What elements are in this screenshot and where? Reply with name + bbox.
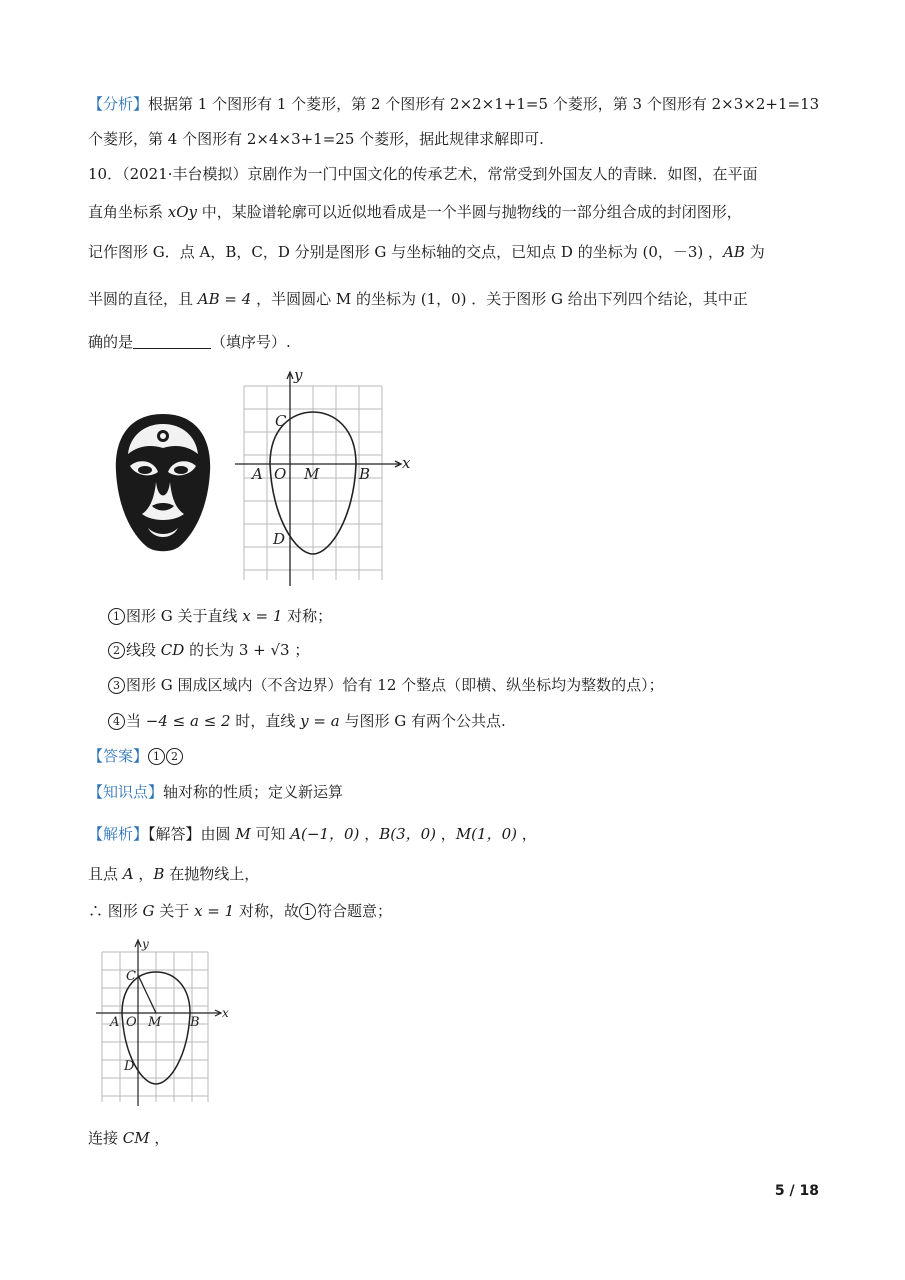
coordinate-figure-2 [92,938,240,1108]
question-line-1: 10．（2021·丰台模拟）京剧作为一门中国文化的传承艺术，常常受到外国友人的青睐．如图，在平面 [88,165,758,183]
analysis-line-1: 【分析】根据第 1 个图形有 1 个菱形，第 2 个图形有 2×2×1+1=5 个菱形，第 3 个图形有 2×3×2+1=13 [88,95,820,113]
fig1-label-O: O [274,465,287,483]
fig1-label-M: M [304,465,320,483]
fig2-label-M: M [148,1015,162,1030]
solution-tag: 【解析】 [88,825,149,843]
fig2-label-x: x [222,1006,229,1020]
question-line-3: 记作图形 G．点 A，B，C，D 分别是图形 G 与坐标轴的交点，已知点 D 的坐标为 (0，－3) ，AB 为 [88,243,765,261]
fig1-label-A: A [252,465,263,483]
question-line-5: 确的是 （填序号）. [88,333,291,351]
fig1-label-x: x [402,454,411,472]
solution-line-3: ∴ 图形 G 关于 x = 1 对称，故 1 符合题意； [88,902,392,920]
fig2-label-C: C [126,969,136,984]
fig1-label-y: y [294,368,303,384]
fig2-label-B: B [190,1015,200,1030]
option-1: 1 图形 G 关于直线 x = 1 对称； [108,604,848,628]
question-line-4: 半圆的直径，且 AB = 4 ，半圆圆心 M 的坐标为 (1，0) ．关于图形 G 给出下列四个结论，其中正 [88,290,748,308]
analysis-tag: 【分析】 [88,95,149,113]
question-line-2: 直角坐标系 xOy 中，某脸谱轮廓可以近似地看成是一个半圆与抛物线的一部分组合成的封闭图形， [88,203,742,221]
knowledge-line: 【知识点】轴对称的性质；定义新运算 [88,783,344,801]
analysis-line-2: 个菱形，第 4 个图形有 2×4×3+1=25 个菱形，据此规律求解即可. [88,130,544,148]
option-4: 4 当 −4 ≤ a ≤ 2 时，直线 y = a 与图形 G 有两个公共点. [108,709,848,733]
fig2-label-O: O [126,1015,137,1030]
answer-line: 【答案】 1 2 [88,744,828,768]
option-2: 2 线段 CD 的长为 3 + √3 ； [108,638,848,662]
fig2-label-D: D [124,1059,135,1074]
fig1-label-B: B [359,465,371,483]
solution-line-4: 连接 CM ， [88,1129,170,1147]
coordinate-figure [230,368,420,590]
answer-tag: 【答案】 [88,747,149,765]
solution-line-1: 【解析】【解答】由圆 M 可知 A(−1，0) ，B(3，0) ，M(1，0) ， [88,825,537,843]
fig2-label-A: A [110,1015,120,1030]
knowledge-tag: 【知识点】 [88,783,164,801]
answer-blank [133,332,211,349]
page-number: 5 / 18 [774,1183,819,1199]
fig1-label-C: C [275,412,287,430]
opera-mask-image [108,410,218,560]
fig2-label-y: y [142,938,149,951]
solution-line-2: 且点 A ，B 在抛物线上， [88,865,260,883]
option-3: 3 图形 G 围成区域内（不含边界）恰有 12 个整点（即横、纵坐标均为整数的点）； [108,673,848,697]
fig1-label-D: D [273,530,286,548]
